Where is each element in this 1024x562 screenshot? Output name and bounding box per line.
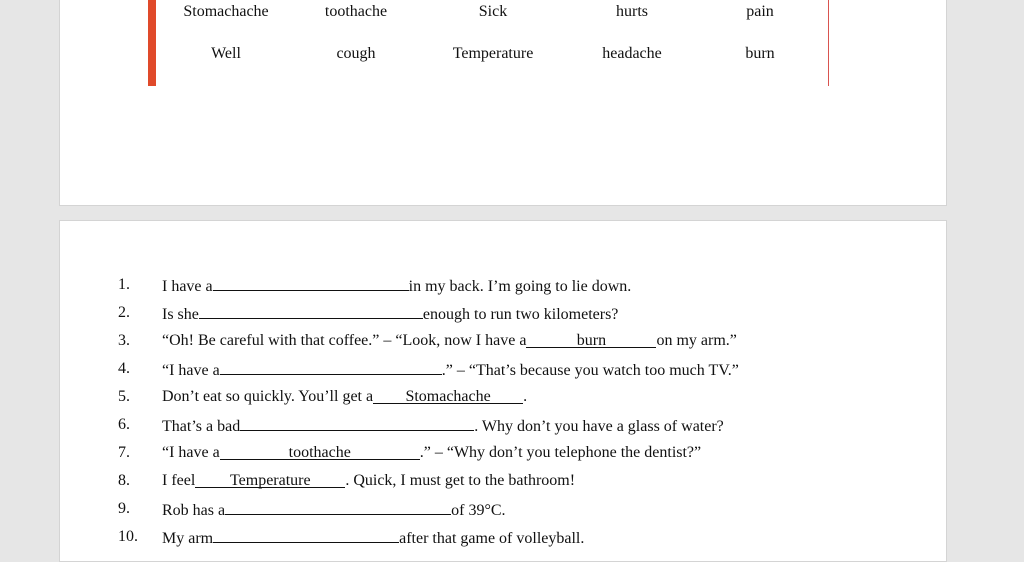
- exercise-text-before: Is she: [162, 306, 199, 323]
- table-accent-bar: [148, 0, 156, 86]
- vocabulary-table: [148, 0, 829, 86]
- vocab-word: Temperature: [452, 45, 534, 62]
- exercise-text-after: of 39°C.: [451, 502, 506, 519]
- exercise-text-after: .: [523, 388, 528, 405]
- exercise-number: 7.: [118, 444, 130, 461]
- document-page-top: [59, 0, 947, 206]
- exercise-text-after: .” – “Why don’t you telephone the dentist?”: [419, 444, 702, 461]
- exercise-text-after: .” – “That’s because you watch too much TV.”: [441, 362, 739, 379]
- answer-blank[interactable]: Stomachache: [373, 389, 523, 404]
- vocab-word: burn: [745, 45, 775, 62]
- exercise-number: 4.: [118, 360, 130, 377]
- exercise-text-before: Rob has a: [162, 502, 226, 519]
- exercise-text-before: Don’t eat so quickly. You’ll get a: [162, 388, 374, 405]
- exercise-text-after: enough to run two kilometers?: [422, 306, 619, 323]
- answer-blank[interactable]: toothache: [220, 445, 420, 460]
- exercise-text-before: “I have a: [162, 362, 220, 379]
- vocab-word: cough: [336, 45, 376, 62]
- answer-blank[interactable]: Temperature: [195, 473, 345, 488]
- exercise-text-after: on my arm.”: [656, 332, 737, 349]
- vocab-word: pain: [746, 3, 774, 20]
- exercise-text-before: “Oh! Be careful with that coffee.” – “Look, now I have a: [162, 332, 527, 349]
- vocab-word: headache: [602, 45, 662, 62]
- exercise-text-before: I have a: [162, 278, 213, 295]
- answer-blank[interactable]: [240, 416, 474, 431]
- vocab-word: Sick: [478, 3, 508, 20]
- answer-blank[interactable]: [225, 500, 451, 515]
- answer-blank[interactable]: [199, 304, 423, 319]
- exercise-number: 1.: [118, 276, 130, 293]
- exercise-number: 6.: [118, 416, 130, 433]
- exercise-number: 8.: [118, 472, 130, 489]
- vocab-word: Well: [211, 45, 241, 62]
- vocab-word: hurts: [616, 3, 648, 20]
- answer-blank[interactable]: [213, 276, 409, 291]
- exercise-text-before: My arm: [162, 530, 214, 547]
- exercise-number: 2.: [118, 304, 130, 321]
- answer-blank[interactable]: [213, 528, 399, 543]
- answer-blank[interactable]: burn: [526, 333, 656, 348]
- exercise-number: 5.: [118, 388, 130, 405]
- answer-blank[interactable]: [220, 360, 442, 375]
- exercise-text-before: “I have a: [162, 444, 220, 461]
- exercise-text-before: That’s a bad: [162, 418, 241, 435]
- exercise-number: 3.: [118, 332, 130, 349]
- exercise-text-after: in my back. I’m going to lie down.: [408, 278, 632, 295]
- exercise-number: 10.: [118, 528, 138, 545]
- vocab-word: toothache: [324, 3, 388, 20]
- exercise-text-after: . Quick, I must get to the bathroom!: [345, 472, 576, 489]
- exercise-text-before: I feel: [162, 472, 196, 489]
- vocab-word: Stomachache: [183, 3, 269, 20]
- exercise-text-after: . Why don’t you have a glass of water?: [474, 418, 724, 435]
- exercise-text-after: after that game of volleyball.: [399, 530, 585, 547]
- exercise-number: 9.: [118, 500, 130, 517]
- document-page-bottom: [59, 220, 947, 562]
